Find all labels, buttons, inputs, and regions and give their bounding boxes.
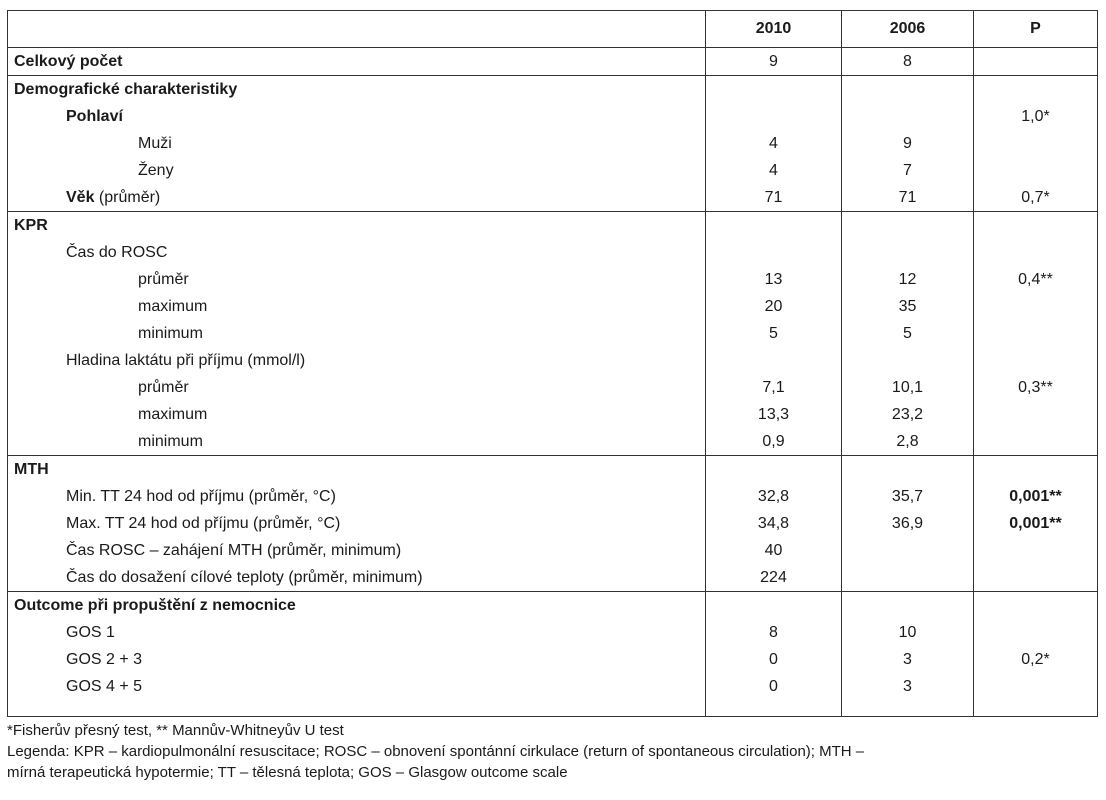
- cell-p: [974, 673, 1098, 700]
- cell-p: [974, 293, 1098, 320]
- padding-cell: [706, 700, 842, 717]
- cell-2010: 0: [706, 646, 842, 673]
- row-label: [8, 293, 706, 320]
- table-row: [8, 239, 1098, 266]
- cell-2006: 3: [842, 673, 974, 700]
- cell-2006: 10: [842, 619, 974, 646]
- row-label-text: Demografické charakteristiky: [14, 81, 238, 98]
- row-label: [8, 184, 706, 212]
- cell-2010: 71: [706, 184, 842, 212]
- cell-2006: [842, 239, 974, 266]
- header-2006: 2006: [842, 11, 974, 48]
- table-header-row: [8, 11, 1098, 48]
- table-row: [8, 347, 1098, 374]
- cell-2006: [842, 347, 974, 374]
- cell-p: 0,2*: [974, 646, 1098, 673]
- row-label-text: Muži: [138, 135, 172, 152]
- row-label-text: Hladina laktátu při příjmu (mmol/l): [66, 352, 306, 369]
- row-label: [8, 212, 706, 240]
- cell-2006: 2,8: [842, 428, 974, 456]
- cell-2006: 35,7: [842, 483, 974, 510]
- cell-2010: 4: [706, 130, 842, 157]
- cell-p: [974, 428, 1098, 456]
- cell-p: [974, 239, 1098, 266]
- cell-2006: 35: [842, 293, 974, 320]
- padding-cell: [842, 700, 974, 717]
- row-label-text: maximum: [138, 406, 208, 423]
- cell-2006: 9: [842, 130, 974, 157]
- cell-2010: 20: [706, 293, 842, 320]
- row-label-text: maximum: [138, 298, 208, 315]
- cell-2010: 40: [706, 537, 842, 564]
- cell-2006: [842, 592, 974, 620]
- row-label-text: průměr: [138, 379, 189, 396]
- table-row: [8, 130, 1098, 157]
- row-label-text: Celkový počet: [14, 53, 123, 70]
- row-label: [8, 619, 706, 646]
- table-row: [8, 184, 1098, 212]
- cell-2010: 7,1: [706, 374, 842, 401]
- table-row: [8, 456, 1098, 484]
- row-label-text: GOS 1: [66, 624, 115, 641]
- row-label: [8, 510, 706, 537]
- cell-p: 1,0*: [974, 103, 1098, 130]
- row-label-text: minimum: [138, 433, 203, 450]
- header-p: P: [974, 11, 1098, 48]
- cell-2010: 13: [706, 266, 842, 293]
- cell-2006: [842, 456, 974, 484]
- cell-p: [974, 401, 1098, 428]
- table-row: [8, 619, 1098, 646]
- row-label-text: KPR: [14, 217, 48, 234]
- table-row: [8, 48, 1098, 76]
- footnotes: [7, 720, 1097, 783]
- row-label: [8, 103, 706, 130]
- cell-2010: [706, 592, 842, 620]
- cell-2010: [706, 239, 842, 266]
- row-label-text: Pohlaví: [66, 108, 123, 125]
- row-label: [8, 76, 706, 104]
- header-2010: 2010: [706, 11, 842, 48]
- cell-2006: 3: [842, 646, 974, 673]
- footnote-legend-line-1: Legenda: KPR – kardiopulmonální resuscitace; ROSC – obnovení spontánní cirkulace (return of spontaneous circulation); MTH –: [7, 743, 865, 760]
- table-row: [8, 266, 1098, 293]
- cell-2010: [706, 212, 842, 240]
- cell-2010: [706, 103, 842, 130]
- cell-p: 0,001**: [974, 483, 1098, 510]
- row-label-text: GOS 4 + 5: [66, 678, 143, 695]
- footnote-legend-line-2: mírná terapeutická hypotermie; TT – tělesná teplota; GOS – Glasgow outcome scale: [7, 764, 568, 781]
- row-label: [8, 347, 706, 374]
- cell-2010: 34,8: [706, 510, 842, 537]
- table-row: [8, 537, 1098, 564]
- table-row: [8, 293, 1098, 320]
- table-row: [8, 157, 1098, 184]
- table-row: [8, 374, 1098, 401]
- cell-2006: 8: [842, 48, 974, 76]
- cell-p: [974, 619, 1098, 646]
- row-label: [8, 48, 706, 76]
- row-label-text: GOS 2 + 3: [66, 651, 143, 668]
- padding-cell: [8, 700, 706, 717]
- row-label-suffix: (průměr): [94, 189, 161, 206]
- row-label-text: MTH: [14, 461, 49, 478]
- row-label-text: Čas ROSC – zahájení MTH (průměr, minimum): [66, 542, 402, 559]
- row-label-text: Čas do dosažení cílové teploty (průměr, minimum): [66, 569, 423, 586]
- cell-2006: [842, 76, 974, 104]
- cell-p: [974, 157, 1098, 184]
- table-row: [8, 401, 1098, 428]
- table-row: [8, 592, 1098, 620]
- row-label: [8, 239, 706, 266]
- cell-p: 0,001**: [974, 510, 1098, 537]
- cell-2010: 32,8: [706, 483, 842, 510]
- cell-2010: 224: [706, 564, 842, 592]
- table-row: [8, 103, 1098, 130]
- cell-2010: 9: [706, 48, 842, 76]
- row-label: [8, 130, 706, 157]
- cell-p: [974, 347, 1098, 374]
- row-label-text: Věk: [66, 189, 95, 206]
- table-row: [8, 673, 1098, 700]
- cell-2006: [842, 103, 974, 130]
- row-label-text: Ženy: [138, 162, 174, 179]
- row-label: [8, 428, 706, 456]
- row-label: [8, 537, 706, 564]
- cell-2006: [842, 212, 974, 240]
- row-label: [8, 673, 706, 700]
- footnote-tests: *Fisherův přesný test, ** Mannův-Whitneyův U test: [7, 722, 344, 739]
- table-row: [8, 646, 1098, 673]
- cell-p: [974, 130, 1098, 157]
- table-row: [8, 320, 1098, 347]
- cell-2006: 36,9: [842, 510, 974, 537]
- cell-2006: 12: [842, 266, 974, 293]
- padding-cell: [974, 700, 1098, 717]
- row-label: [8, 564, 706, 592]
- table-row: [8, 212, 1098, 240]
- row-label: [8, 157, 706, 184]
- row-label-text: minimum: [138, 325, 203, 342]
- cell-p: 0,4**: [974, 266, 1098, 293]
- cell-p: 0,3**: [974, 374, 1098, 401]
- cell-2006: 71: [842, 184, 974, 212]
- cell-p: [974, 76, 1098, 104]
- cell-p: [974, 564, 1098, 592]
- cell-2010: 0,9: [706, 428, 842, 456]
- row-label: [8, 266, 706, 293]
- cell-2010: 13,3: [706, 401, 842, 428]
- results-table-container: [7, 10, 1097, 717]
- cell-2006: [842, 537, 974, 564]
- row-label: [8, 401, 706, 428]
- row-label-text: průměr: [138, 271, 189, 288]
- cell-p: 0,7*: [974, 184, 1098, 212]
- row-label: [8, 483, 706, 510]
- header-label: [8, 11, 706, 48]
- results-table: [7, 10, 1098, 717]
- table-row: [8, 76, 1098, 104]
- table-row: [8, 510, 1098, 537]
- cell-p: [974, 592, 1098, 620]
- row-label: [8, 320, 706, 347]
- table-padding-row: [8, 700, 1098, 717]
- cell-2010: [706, 456, 842, 484]
- row-label-text: Max. TT 24 hod od příjmu (průměr, °C): [66, 515, 341, 532]
- cell-p: [974, 48, 1098, 76]
- row-label: [8, 456, 706, 484]
- table-row: [8, 483, 1098, 510]
- cell-2006: 23,2: [842, 401, 974, 428]
- cell-2006: 7: [842, 157, 974, 184]
- table-row: [8, 428, 1098, 456]
- cell-2010: [706, 347, 842, 374]
- cell-2010: 5: [706, 320, 842, 347]
- cell-2010: [706, 76, 842, 104]
- cell-2010: 4: [706, 157, 842, 184]
- cell-2010: 8: [706, 619, 842, 646]
- row-label-text: Čas do ROSC: [66, 244, 168, 261]
- cell-2006: 10,1: [842, 374, 974, 401]
- row-label: [8, 646, 706, 673]
- row-label-text: Outcome při propuštění z nemocnice: [14, 597, 296, 614]
- cell-2010: 0: [706, 673, 842, 700]
- cell-p: [974, 320, 1098, 347]
- cell-2006: [842, 564, 974, 592]
- cell-p: [974, 456, 1098, 484]
- row-label-text: Min. TT 24 hod od příjmu (průměr, °C): [66, 488, 336, 505]
- table-body: [8, 48, 1098, 717]
- cell-2006: 5: [842, 320, 974, 347]
- cell-p: [974, 537, 1098, 564]
- row-label: [8, 374, 706, 401]
- row-label: [8, 592, 706, 620]
- table-row: [8, 564, 1098, 592]
- cell-p: [974, 212, 1098, 240]
